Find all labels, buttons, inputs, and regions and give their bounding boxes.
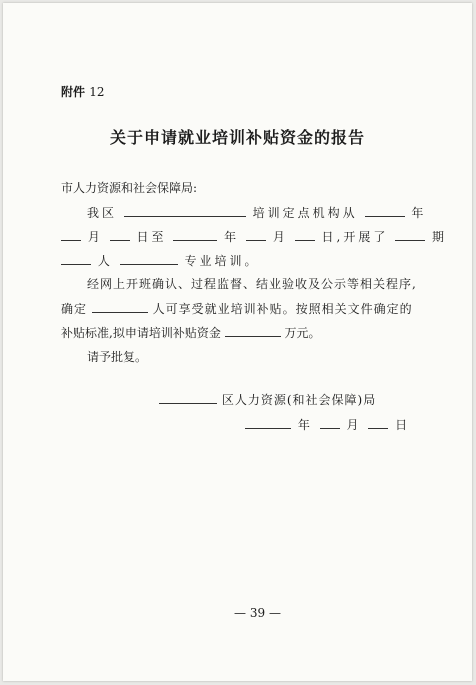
para1-text: 日,开展了 [321, 230, 389, 244]
attachment-text: 附件 [61, 85, 86, 99]
para2-line3 [61, 324, 321, 341]
para1-line2 [61, 228, 447, 245]
page-number: — 39 — [234, 606, 281, 620]
signature-date [245, 416, 410, 433]
blank-specialty [120, 252, 178, 265]
para1-text: 日至 [136, 230, 167, 244]
para2-text: 人可享受就业培训补贴。按照相关文件确定的 [152, 302, 413, 316]
para2-line2 [61, 300, 413, 317]
para1-text: 期 [432, 230, 448, 244]
para1-text: 我区 [87, 206, 118, 220]
date-month: 月 [346, 418, 362, 432]
para2-text: 补贴标准,拟申请培训补贴资金 [61, 326, 221, 340]
document-title: 关于申请就业培训补贴资金的报告 [109, 128, 365, 147]
signature-org [159, 391, 376, 408]
date-year: 年 [297, 418, 313, 432]
para2-text: 万元。 [284, 326, 321, 340]
blank-trainees [61, 252, 91, 265]
para1-text: 年 [411, 206, 427, 220]
blank-sign-year [245, 416, 291, 429]
attachment-label [61, 84, 104, 100]
para1-text: 年 [224, 230, 240, 244]
blank-start-day [110, 228, 130, 241]
para1-text: 专业培训。 [184, 254, 260, 268]
blank-district-name [159, 391, 217, 404]
para2-line1: 经网上开班确认、过程监督、结业验收及公示等相关程序, [87, 277, 417, 291]
document-page [3, 3, 472, 681]
blank-start-year [365, 204, 405, 217]
blank-end-day [295, 228, 315, 241]
para1-text: 月 [87, 230, 103, 244]
date-day: 日 [395, 418, 411, 432]
attachment-number: 12 [89, 85, 105, 99]
para1-text: 培训定点机构从 [252, 206, 358, 220]
blank-end-year [173, 228, 217, 241]
blank-end-month [246, 228, 266, 241]
blank-eligible-count [92, 300, 148, 313]
para2-text: 确定 [61, 302, 88, 316]
blank-sign-day [368, 416, 388, 429]
signature-org-text: 区人力资源(和社会保障)局 [221, 393, 377, 407]
para1-text: 月 [272, 230, 288, 244]
para1-text: 人 [97, 254, 113, 268]
blank-sign-month [320, 416, 340, 429]
blank-start-month [61, 228, 81, 241]
blank-sessions [395, 228, 425, 241]
para1-line3 [61, 252, 260, 269]
para1-line1 [87, 204, 426, 221]
blank-amount [225, 324, 281, 337]
blank-district [124, 204, 246, 217]
closing-line: 请予批复。 [87, 350, 148, 364]
recipient-line: 市人力资源和社会保障局: [61, 181, 198, 195]
